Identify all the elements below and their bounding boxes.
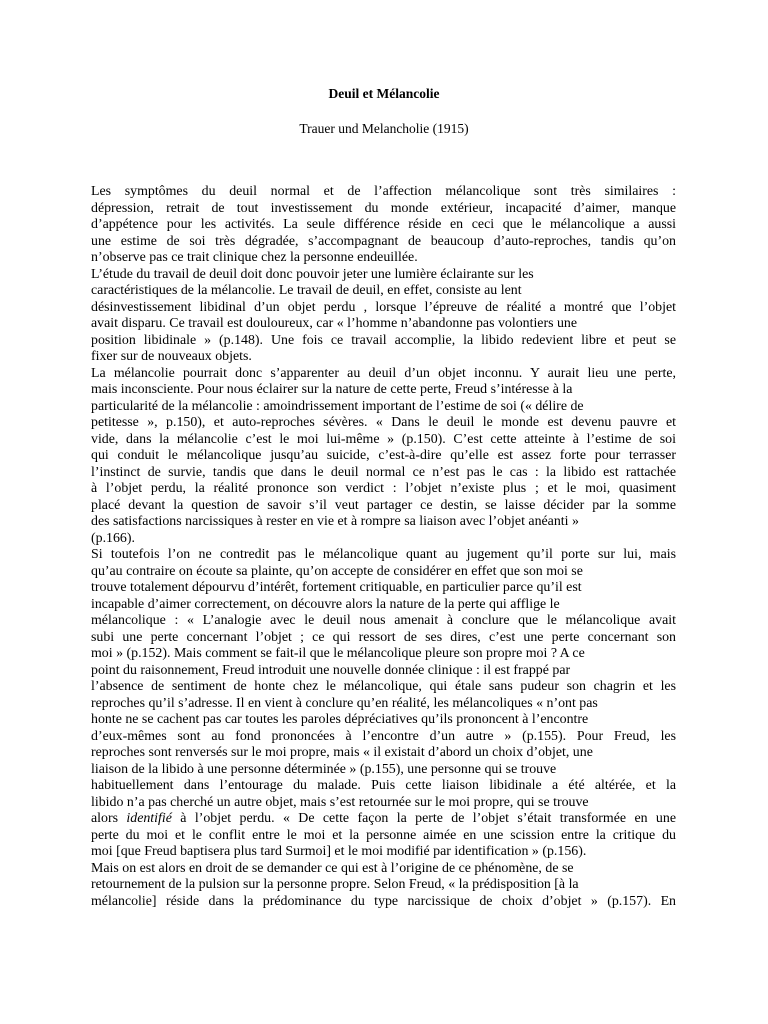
- text-line: L’étude du travail de deuil doit donc pouvoir jeter une lumière éclairante sur les: [91, 266, 534, 282]
- text-line: incapable d’aimer correctement, on découvre alors la nature de la perte qui afflige le: [91, 596, 560, 612]
- text-line: retournement de la pulsion sur la personne propre. Selon Freud, « la prédisposition [à la: [91, 877, 579, 892]
- text-line: reproches sont renversés sur le moi propre, mais « il existait d’abord un choix d’objet, une: [91, 745, 593, 760]
- text-line: subi une perte concernant l’objet ; ce qui ressort de ses dires, c’est une perte concernant son: [91, 629, 676, 645]
- text-line: Si toutefois l’on ne contredit pas le mélancolique quant au jugement qu’il porte sur lui, mais: [91, 547, 676, 562]
- text-line: désinvestissement libidinal d’un objet perdu , lorsque l’épreuve de réalité a montré que l’objet: [91, 299, 676, 315]
- text-line: mais inconsciente. Pour nous éclairer sur la nature de cette perte, Freud s’intéresse à la: [91, 382, 573, 397]
- text-line: n’observe pas ce trait clinique chez la personne endeuillée.: [91, 250, 418, 265]
- text-line: une estime de soi très dégradée, s’accompagnant de beaucoup d’auto-reproches, tandis qu’on: [91, 233, 676, 249]
- body-text: [91, 184, 676, 910]
- text-line: qu’au contraire on écoute sa plainte, qu’on accepte de considérer en effet que son moi se: [91, 563, 583, 579]
- text-line: d’appétence pour les activités. La seule différence réside en ceci que le mélancolique a aussi: [91, 217, 676, 232]
- text-line: alors identifié à l’objet perdu. « De cette façon la perte de l’objet s’était transformée en une: [91, 811, 676, 826]
- text-line: petitesse », p.150), et auto-reproches sévères. « Dans le deuil le monde est devenu pauvre et: [91, 415, 676, 430]
- text-line: d’eux-mêmes sont au fond prononcées à l’encontre d’un autre » (p.155). Pour Freud, les: [91, 728, 676, 744]
- text-line: reproches qu’il s’adresse. Il en vient à conclure qu’en réalité, les mélancoliques « n’ont pas: [91, 695, 598, 711]
- text-line: à l’objet perdu, la réalité prononce son verdict : l’objet n’existe plus ; et le moi, quasiment: [91, 481, 676, 496]
- text-line: caractéristiques de la mélancolie. Le travail de deuil, en effet, consiste au lent: [91, 283, 522, 298]
- text-line: des satisfactions narcissiques à rester en vie et à rompre sa liaison avec l’objet anéanti »: [91, 514, 579, 529]
- text-line: mélancolie] réside dans la prédominance du type narcissique de choix d’objet » (p.157). En: [91, 893, 676, 909]
- text-line: honte ne se cachent pas car toutes les paroles dépréciatives qu’ils prononcent à l’encontre: [91, 712, 589, 727]
- text-line: placé devant la question de savoir s’il veut partager ce destin, se laisse décider par la somme: [91, 497, 676, 513]
- text-line: liaison de la libido à une personne déterminée » (p.155), une personne qui se trouve: [91, 761, 557, 777]
- text-line: qui conduit le mélancolique jusqu’au suicide, c’est-à-dire qu’elle est assez forte pour terrasser: [91, 448, 676, 463]
- text-line: particularité de la mélancolie : amoindrissement important de l’estime de soi (« délire de: [91, 398, 584, 414]
- text-line: (p.166).: [91, 530, 135, 546]
- document-subtitle: Trauer und Melancholie (1915): [299, 121, 469, 136]
- text-line: position libidinale » (p.148). Une fois ce travail accomplie, la libido redevient libre et peut se: [91, 332, 676, 348]
- emphasized-word: identifié: [126, 811, 172, 826]
- text-line: trouve totalement dépourvu d’intérêt, fortement critiquable, en particulier parce qu’il est: [91, 580, 582, 595]
- text-line: avait disparu. Ce travail est douloureux, car « l’homme n’abandonne pas volontiers une: [91, 316, 578, 331]
- text-line: point du raisonnement, Freud introduit une nouvelle donnée clinique : il est frappé par: [91, 662, 571, 678]
- text-line: Mais on est alors en droit de se demander ce qui est à l’origine de ce phénomène, de se: [91, 860, 574, 876]
- text-line: perte du moi et le conflit entre le moi et la personne aimée en une scission entre la critique du: [91, 827, 676, 843]
- text-line: l’absence de sentiment de honte chez le mélancolique, qui étale sans pudeur son chagrin et les: [91, 679, 676, 694]
- text-line: Les symptômes du deuil normal et de l’affection mélancolique sont très similaires :: [91, 184, 676, 199]
- text-line: dépression, retrait de tout investissement du monde extérieur, incapacité d’aimer, manque: [91, 200, 676, 216]
- text-line: moi » (p.152). Mais comment se fait-il que le mélancolique pleure son propre moi ? A ce: [91, 646, 585, 661]
- text-line: libido n’a pas cherché un autre objet, mais s’est retournée sur le moi propre, qui se trouve: [91, 794, 589, 810]
- document-title: Deuil et Mélancolie: [328, 86, 440, 101]
- text-line: fixer sur de nouveaux objets.: [91, 349, 252, 364]
- text-line: La mélancolie pourrait donc s’apparenter au deuil d’un objet inconnu. Y aurait lieu une perte,: [91, 365, 676, 381]
- text-line: mélancolique : « L’analogie avec le deuil nous amenait à conclure que le mélancolique avait: [91, 613, 676, 628]
- text-line: l’instinct de survie, tandis que dans le deuil normal ce n’est pas le cas : la libido est rattachée: [91, 464, 676, 480]
- text-line: vide, dans la mélancolie c’est le moi lui-même » (p.150). C’est cette atteinte à l’estime de soi: [91, 431, 676, 447]
- text-line: moi [que Freud baptisera plus tard Surmoi] et le moi modifié par identification » (p.156).: [91, 844, 587, 859]
- text-line: habituellement dans l’entourage du malade. Puis cette liaison libidinale a été altérée, et la: [91, 778, 676, 793]
